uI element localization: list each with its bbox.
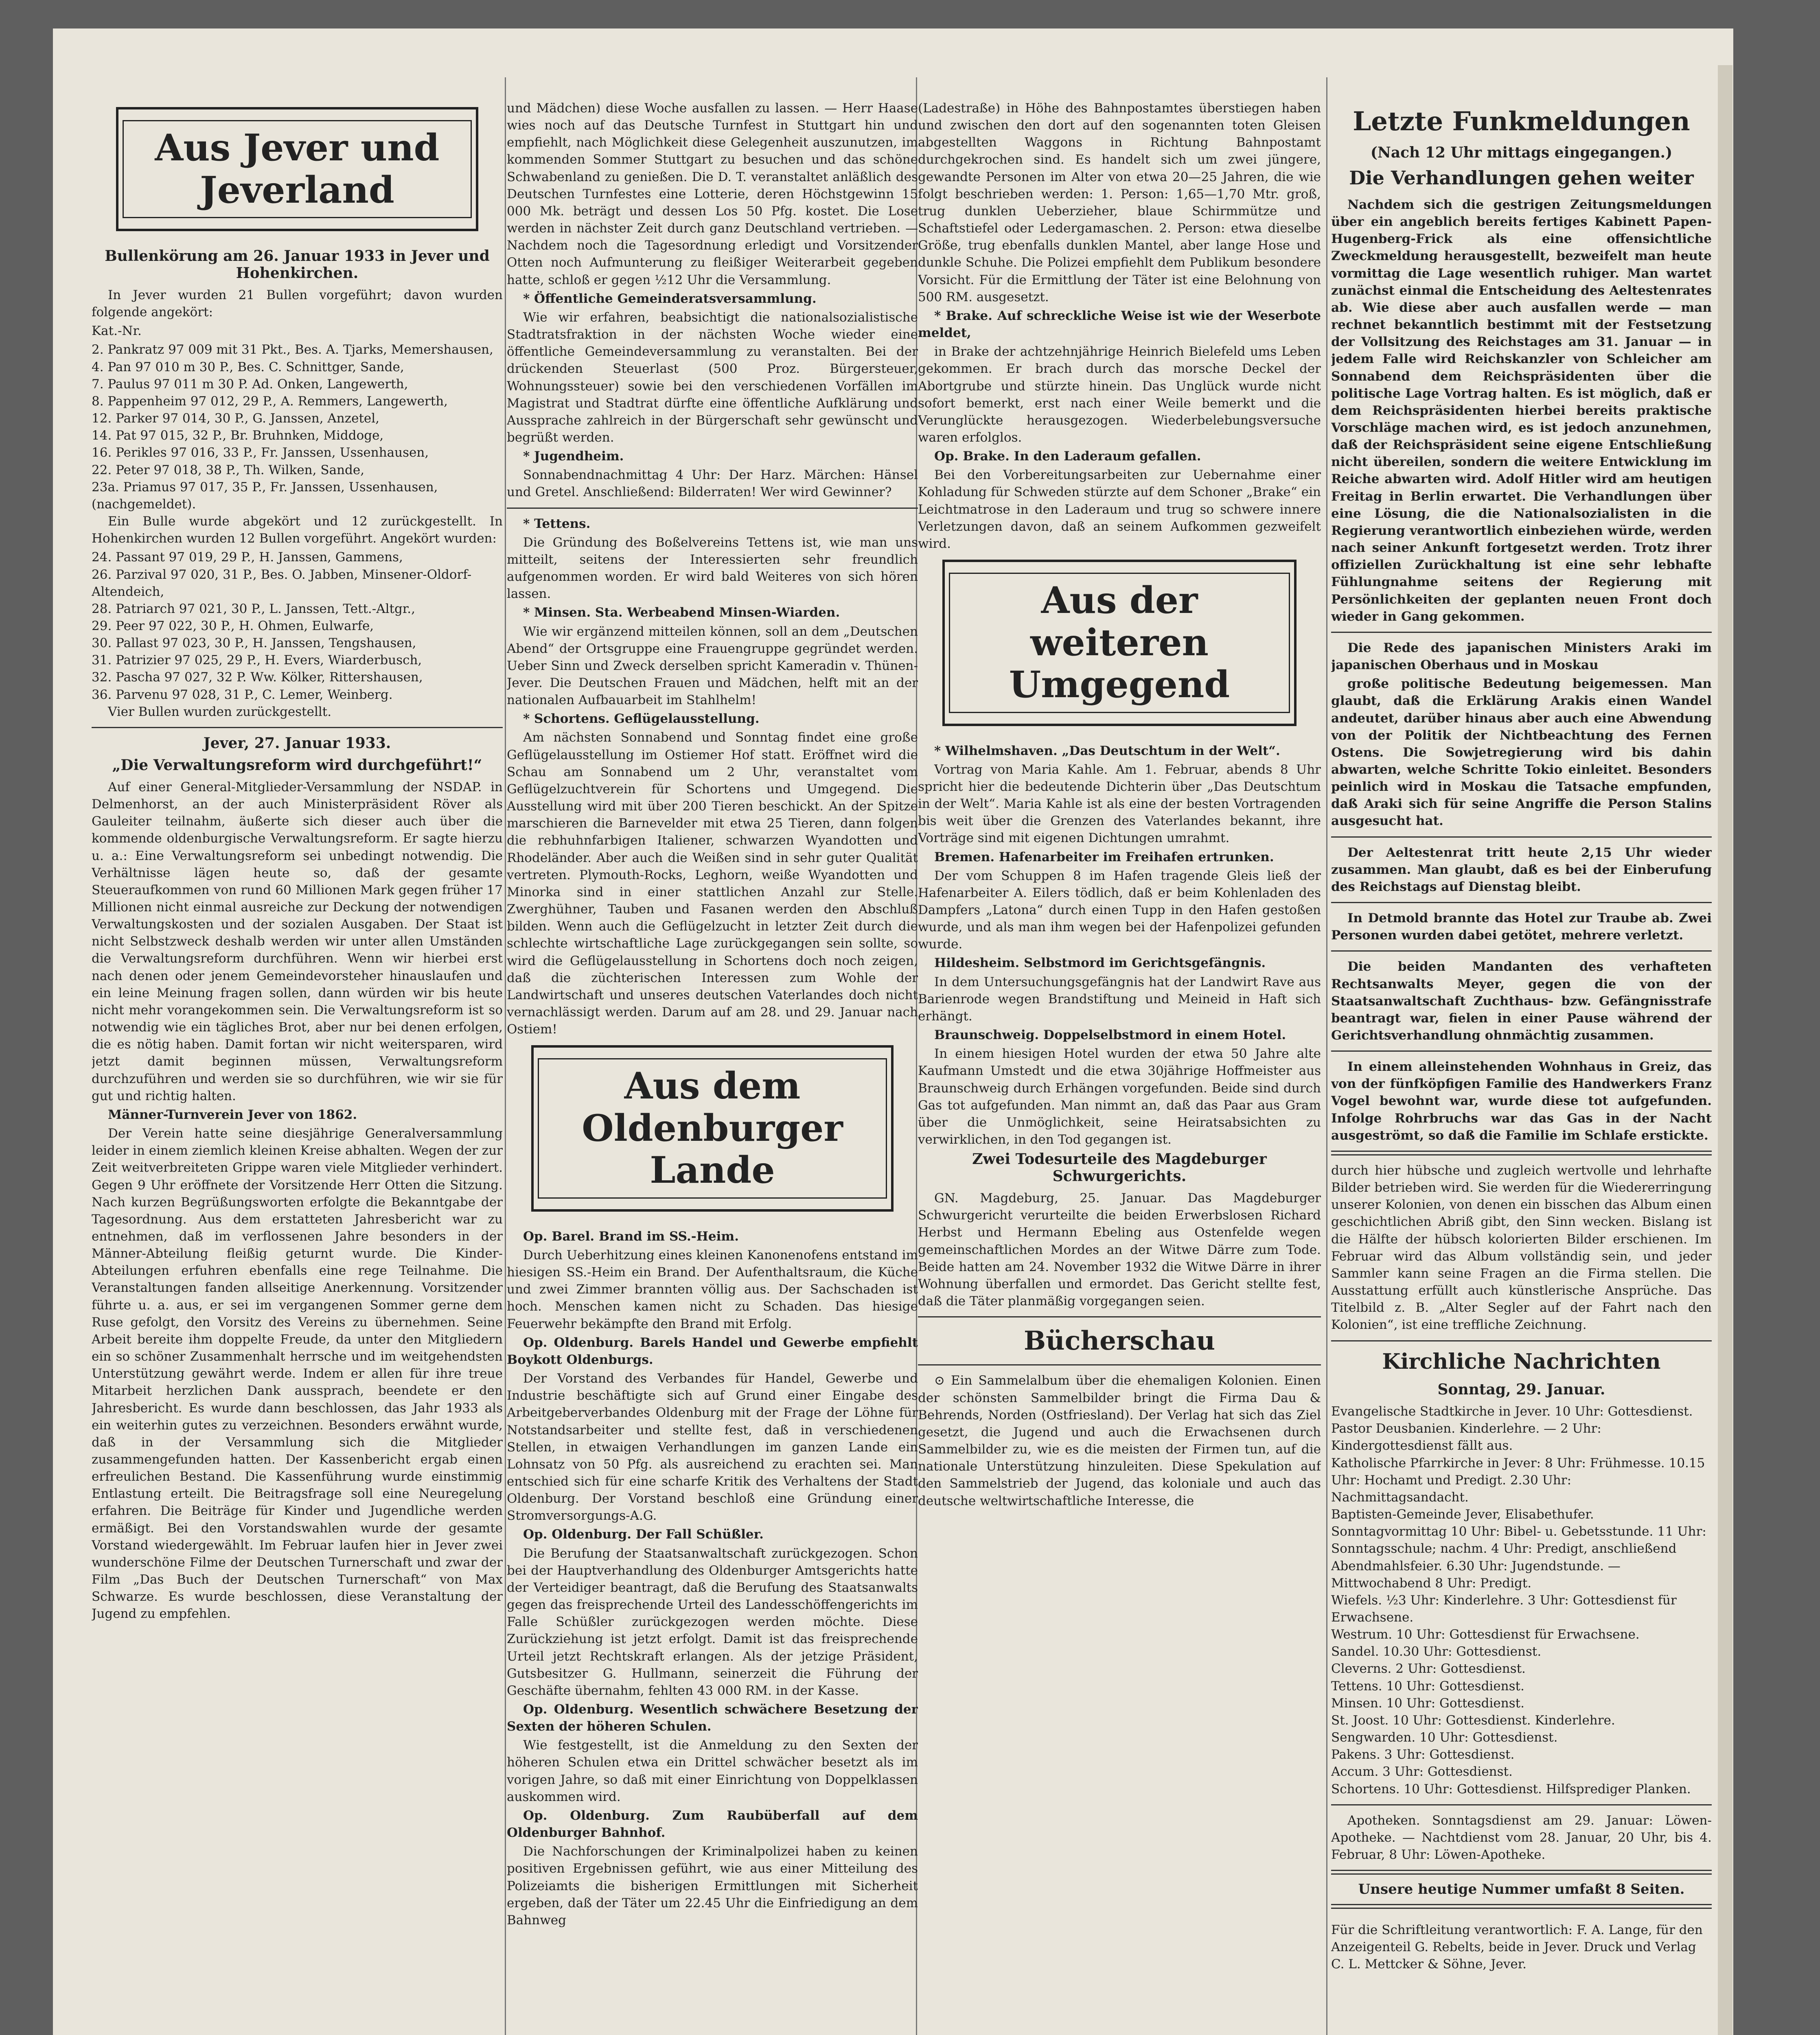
divider (1331, 836, 1712, 838)
auction-note: Ein Bulle wurde abgekört und 12 zurückgestellt. In Hohenkirchen wurden 12 Bullen vorgeführt. Angekört wurden: (92, 514, 503, 546)
news-text: Die beiden Mandanten des verhafteten Rechtsanwalts Meyer, gegen die von der Staatsanwaltschaft Zuchthaus- bzw. Gefängnisstrafe beantragt war, fielen in einer Pause während der Gerichtsverhandlung ohnmächtig zusammen. (1331, 959, 1712, 1043)
list-item: Evangelische Stadtkirche in Jever. 10 Uhr: Gottesdienst. Pastor Deusbanien. Kinderlehre. — 2 Uhr: Kindergottesdienst fällt aus. (1331, 1404, 1693, 1453)
list-item: Schortens. 10 Uhr: Gottesdienst. Hilfsprediger Planken. (1331, 1781, 1691, 1796)
note-title: Op. Oldenburg. Zum Raubüberfall auf dem Oldenburger Bahnhof. (507, 1808, 918, 1840)
list-item: Baptisten-Gemeinde Jever, Elisabethufer. Sonntagvormittag 10 Uhr: Bibel- u. Gebetsstunde. 11 Uhr: Sonntagsschule; nachm. 4 Uhr: Predigt, anschließend Abendmahlsfeier. 6.30 Uhr: Jugendstunde. — Mittwochabend 8 Uhr: Predigt. (1331, 1507, 1706, 1591)
note-text: in Brake der achtzehnjährige Heinrich Bielefeld ums Leben gekommen. Er brach durch das morsche Deckel der Abortgrube und stürzte hinein. Das Unglück wurde nicht sofort bemerkt, erst nach einer Weile bemerkt und die Verunglückte herausgezogen. Wiederbelebungsversuche waren erfolglos. (918, 344, 1321, 445)
note-text: Bei den Vorbereitungsarbeiten zur Uebernahme einer Kohladung für Schweden stürzte auf dem Schoner „Brake“ ein Leichtmatrose in den Laderaum und trug so schwere innere Verletzungen davon, daß an seinem Aufkommen gezweifelt wird. (918, 468, 1321, 551)
news-text: In Detmold brannte das Hotel zur Traube ab. Zwei Personen wurden dabei getötet, mehrere verletzt. (1331, 911, 1712, 943)
note-title: Braunschweig. Doppelselbstmord in einem Hotel. (934, 1028, 1286, 1043)
list-item: 4. Pan 97 010 m 30 P., Bes. C. Schnittger, Sande, (92, 359, 404, 374)
note-text: Die Gründung des Boßelvereins Tettens ist, wie man uns mitteilt, seitens der Interessierten sehr freundlich aufgenommen worden. Er wird bald Weiteres von sich hören lassen. (507, 535, 918, 602)
continued-text: (Ladestraße) in Höhe des Bahnpostamtes überstiegen haben und zwischen den dort auf den sogenannten toten Gleisen abgestellten Waggons in Richtung Bahnpostamt durchgekrochen sind. Es handelt sich um zwei jüngere, gewandte Personen im Alter von etwa 20—25 Jahren, die wie folgt beschrieben werden: 1. Person: 1,65—1,70 Mtr. groß, trug dunklen Ueberzieher, blaue Schirmmütze und Schaftstiefel oder Ledergamaschen. 2. Person: etwa dieselbe Größe, trug ebenfalls dunklen Mantel, aber lange Hose und dunkle Schuhe. Die Polizei empfiehlt dem Publikum besondere Vorsicht. Für die Ermittlung der Täter ist eine Belohnung von 500 RM. ausgesetzt. (918, 101, 1321, 304)
note-text: Die Berufung der Staatsanwaltschaft zurückgezogen. Schon bei der Hauptverhandlung des Oldenburger Amtsgerichts hatte der Verteidiger beantragt, daß die Berufung des Staatsanwalts gegen das freisprechende Urteil des Landesschöffengerichts im Falle Schüßler zurückgezogen werden möchte. Diese Zurückziehung ist jetzt erfolgt. Damit ist das freisprechende Urteil jetzt Rechtskraft erlangen. Als der jetzige Präsident, Gutsbesitzer G. Hullmann, seinerzeit die Führung der Geschäfte übernahm, fehlten 43 000 RM. in der Kasse. (507, 1546, 918, 1698)
note-title: * Wilhelmshaven. „Das Deutschtum in der Welt“. (934, 743, 1280, 758)
note-text: Die Nachforschungen der Kriminalpolizei haben zu keinen positiven Ergebnissen geführt, wie aus einer Mitteilung des Polizeiamts die bisherigen Ermittlungen mit Sicherheit ergeben, daß der Täter um 22.45 Uhr die Einfriedigung an dem Bahnweg (507, 1844, 918, 1928)
note-text: Vortrag von Maria Kahle. Am 1. Februar, abends 8 Uhr spricht hier die bedeutende Dichterin über „Das Deutschtum in der Welt“. Maria Kahle ist als eine der besten Vortragenden bis weit über die Grenzen des Vaterlandes bekannt, ihre Vorträge sind mit eigenen Dichtungen umrahmt. (918, 762, 1321, 846)
auction-end: Vier Bullen wurden zurückgestellt. (108, 704, 332, 719)
pharmacy-note: Apotheken. Sonntagsdienst am 29. Januar: Löwen-Apotheke. — Nachtdienst vom 28. Januar, 20 Uhr, bis 4. Februar, 8 Uhr: Löwen-Apotheke. (1331, 1813, 1712, 1862)
auction-intro: In Jever wurden 21 Bullen vorgeführt; davon wurden folgende angekört: (92, 288, 503, 320)
note-title: * Brake. Auf schreckliche Weise ist wie der Weserbote meldet, (918, 308, 1321, 341)
list-item: Sandel. 10.30 Uhr: Gottesdienst. (1331, 1644, 1542, 1659)
list-item: 14. Pat 97 015, 32 P., Br. Bruhnken, Middoge, (92, 428, 384, 443)
list-item: 12. Parker 97 014, 30 P., G. Janssen, Anzetel, (92, 411, 380, 426)
imprint: Für die Schriftleitung verantwortlich: F. A. Lange, für den Anzeigenteil G. Rebelts, beide in Jever. Druck und Verlag C. L. Mettcker & Söhne, Jever. (1331, 1923, 1703, 1972)
note-text: Durch Ueberhitzung eines kleinen Kanonenofens entstand im hiesigen SS.-Heim ein Brand. Der Aufenthaltsraum, die Küche und zwei Zimmer brannten völlig aus. Der Sachschaden ist hoch. Menschen kamen nicht zu Schaden. Das hiesige Feuerwehr bekämpfte den Brand mit Erfolg. (507, 1247, 918, 1331)
note-title: Op. Oldenburg. Der Fall Schüßler. (523, 1527, 764, 1542)
note-title: Op. Oldenburg. Barels Handel und Gewerbe empfiehlt Boykott Oldenburgs. (507, 1335, 918, 1367)
double-rule (1331, 1151, 1712, 1155)
headline: Die Rede des japanischen Ministers Araki im japanischen Oberhaus und in Moskau (1331, 640, 1712, 673)
note-text: Der Vorstand des Verbandes für Handel, Gewerbe und Industrie beschäftigte sich auf Grund einer Eingabe des Arbeitgeberverbandes Oldenburg mit der Frage der Löhne für Notstandsarbeiter und stellte fest, daß in verschiedenen Stellen, in etwaigen Verhandlungen im ganzen Lande ein Lohnsatz von 50 Pfg. als ausreichend zu erachten sei. Man entschied sich für eine scharfe Kritik des Verhaltens der Stadt Oldenburg. Der Vorstand beschloß eine Gründung einer Stromversorgungs-A.G. (507, 1371, 918, 1523)
column-4 (1331, 100, 1712, 2035)
newspaper-page (53, 28, 1733, 2035)
column-rule (505, 77, 506, 2035)
divider (1331, 1050, 1712, 1052)
news-text: In einem alleinstehenden Wohnhaus in Greiz, das von der fünfköpfigen Familie des Handwerkers Franz Vogel bewohnt war, wurde diese tot aufgefunden. Infolge Rohrbruchs war das Gas in der Nacht ausgeströmt, so daß die Familie im Schlafe erstickte. (1331, 1059, 1712, 1143)
divider (92, 727, 503, 728)
note-text: Am nächsten Sonnabend und Sonntag findet eine große Geflügelausstellung im Ostiemer Hof statt. Eröffnet wird die Schau am Sonnabend um 2 Uhr, veranstaltet vom Geflügelzuchtverein für Schortens und Umgegend. Die Ausstellung wird mit über 200 Tieren beschickt. An der Spitze marschieren die Barnevelder mit etwa 25 Tieren, dann folgen die rebhuhnfarbigen Italiener, schwarzen Wyandotten und Rhodeländer. Aber auch die Weißen sind in sehr guter Qualität vertreten. Plymouth-Rocks, Leghorn, weiße Wyandotten und Minorka sind in einer stattlichen Anzahl zur Stelle. Zwerghühner, Tauben und Fasanen werden den Abschluß bilden. Wenn auch die Geflügelzucht in letzter Zeit durch die schlechte wirtschaftliche Lage zurückgegangen sein sollte, so wird die Geflügelausstellung in Schortens doch noch zeigen, daß die züchterischen Interessen zum Wohle der Landwirtschaft und unseres deutschen Vaterlandes doch nicht vernachlässigt werden. Darum auf am 28. und 29. Januar nach Ostiem! (507, 730, 918, 1037)
date-line: Jever, 27. Januar 1933. (203, 734, 391, 752)
divider (1331, 1340, 1712, 1341)
list-item: Accum. 3 Uhr: Gottesdienst. (1331, 1764, 1513, 1779)
note-title: * Minsen. Sta. Werbeabend Minsen-Wiarden. (523, 605, 840, 620)
continued-text: und Mädchen) diese Woche ausfallen zu lassen. — Herr Haase wies noch auf das Deutsche Turnfest in Stuttgart hin und empfiehlt, nach Möglichkeit diese Gelegenheit auszunutzen, im kommenden Sommer Stuttgart zu besuchen und das schöne Schwabenland zu genießen. Die D. T. veranstaltet anläßlich des Deutschen Turnfestes eine Lotterie, deren Höchstgewinn 15 000 Mk. beträgt und dessen Los 50 Pfg. kostet. Die Lose werden in nächster Zeit durch ganz Deutschland vertrieben. — Nachdem noch die Tagesordnung erledigt und Vorsitzender Otten noch Aufmunterung zu fleißiger Weiterarbeit gegeben hatte, schloß er gegen ½12 Uhr die Versammlung. (507, 101, 918, 287)
auction-list (92, 341, 503, 513)
list-item: 24. Passant 97 019, 29 P., H. Janssen, Gammens, (92, 550, 403, 565)
list-item: 7. Paulus 97 011 m 30 P. Ad. Onken, Langewerth, (92, 376, 408, 392)
books-title: Bücherschau (1023, 1326, 1216, 1357)
list-item: Sengwarden. 10 Uhr: Gottesdienst. (1331, 1730, 1558, 1745)
news-text: Der Aeltestenrat tritt heute 2,15 Uhr wieder zusammen. Man glaubt, daß es bei der Einberufung des Reichstags auf Dienstag bleibt. (1331, 845, 1712, 894)
church-date: Sonntag, 29. Januar. (1437, 1381, 1605, 1398)
latest-news-title: Letzte Funkmeldungen (1353, 106, 1690, 137)
list-item: 31. Patrizier 97 025, 29 P., H. Evers, Wiarderbusch, (92, 653, 422, 668)
note-text: Sonnabendnachmittag 4 Uhr: Der Harz. Märchen: Hänsel und Gretel. Anschließend: Bilderraten! Wer wird Gewinner? (507, 468, 918, 500)
list-item: Katholische Pfarrkirche in Jever: 8 Uhr: Frühmesse. 10.15 Uhr: Hochamt und Predigt. 2.30 Uhr: Nachmittagsandacht. (1331, 1455, 1705, 1505)
auction-heading: Bullenkörung am 26. Januar 1933 in Jever und Hohenkirchen. (105, 247, 490, 282)
auction-col-label: Kat.-Nr. (92, 324, 142, 339)
double-rule (1331, 1870, 1712, 1875)
list-item: 26. Parzival 97 020, 31 P., Bes. O. Jabben, Minsener-Oldorf-Altendeich, (92, 567, 472, 599)
news-text: Nachdem sich die gestrigen Zeitungsmeldungen über ein angeblich bereits fertiges Kabinett Papen-Hugenberg-Frick als eine offensichtliche Zweckmeldung herausgestellt, bezweifelt man heute vormittag die Lage wesentlich ruhiger. Man wartet zunächst einmal die Entscheidung des Aeltestenrates ab. Wie diese aber auch ausfallen werde — man rechnet bekanntlich bestimmt mit der Festsetzung der Vollsitzung des Reichstages am 31. Januar — in jedem Falle wird Reichskanzler von Schleicher am Sonnabend dem Reichspräsidenten über die politische Lage Vortrag halten. Es ist möglich, daß er dem Reichspräsidenten hierbei bereits praktische Vorschläge machen wird, es ist jedoch anzunehmen, daß der Reichspräsident seine eigene Entschließung nicht übereilen, sondern die weitere Entwicklung im Reiche abwarten wird. Adolf Hitler wird am heutigen Freitag in Berlin erwartet. Die Verhandlungen über eine Lösung, die die Nationalsozialisten in die Regierung verantwortlich einbeziehen würde, werden nach seiner Ankunft fortgesetzt werden. Trotz ihrer offiziellen Zurückhaltung ist eine sehr lebhafte Fühlungnahme seitens der Regierung mit Persönlichkeiten der geplanten neuen Front doch wieder in Gang gekommen. (1331, 197, 1712, 624)
continued-text: durch hier hübsche und zugleich wertvolle und lehrhafte Bilder betrieben wird. Sie werden für die Wiedererringung unserer Kolonien, von denen ein bisschen das Album einen geschichtlichen Abriß gibt, den Sinn wecken. Bislang ist die Hälfte der hübsch kolorierten Bilder erschienen. Im Februar wird das Album vollständig sein, und jeder Sammler kann seine Fragen an die Firma stellen. Die Ausstattung erfüllt auch künstlerische Ansprüche. Das Titelbild z. B. „Alter Segler auf der Fahrt nach den Kolonien“, ist eine treffliche Zeichnung. (1331, 1163, 1712, 1333)
note-title: Zwei Todesurteile des Magdeburger Schwurgerichts. (972, 1151, 1267, 1185)
note-title: * Öffentliche Gemeinderatsversammlung. (523, 291, 817, 306)
list-item: 36. Parvenu 97 028, 31 P., C. Lemer, Weinberg. (92, 687, 393, 702)
note-text: Der vom Schuppen 8 im Hafen tragende Gleis ließ der Hafenarbeiter A. Eilers tödlich, daß er beim Kohlenladen des Dampfers „Latona“ durch einen Tupp in den Hafen gestoßen wurde, und als man ihm wegen bei der Hafenpolizei gefunden wurde. (918, 868, 1321, 952)
list-item: 8. Pappenheim 97 012, 29 P., A. Remmers, Langewerth, (92, 394, 448, 409)
page-count-note: Unsere heutige Nummer umfaßt 8 Seiten. (1358, 1881, 1685, 1898)
list-item: 2. Pankratz 97 009 mit 31 Pkt., Bes. A. Tjarks, Memershausen, (92, 342, 493, 357)
divider (1331, 950, 1712, 952)
books-text: ⊙ Ein Sammelalbum über die ehemaligen Kolonien. Einen der schönsten Sammelbilder bringt die Firma Dau & Behrends, Norden (Ostfriesland). Der Verlag hat sich das Ziel gesetzt, die Jugend und auch die Erwachsenen durch Sammelbilder zu, wie es die meisten der Firmen tun, auf die nationale Unterstützung hinzuleiten. Diese Spekulation auf den Sammelstrieb der Jugend, das koloniale und auch das deutsche weltwirtschaftliche Interesse, die (918, 1373, 1321, 1508)
church-title: Kirchliche Nachrichten (1382, 1349, 1661, 1374)
article-text: Der Verein hatte seine diesjährige Generalversammlung leider in einem ziemlich kleinen Kreise abhalten. Wegen der zur Zeit weitverbreiteten Grippe waren viele Mitglieder verhindert. Gegen 9 Uhr eröffnete der Vorsitzende Herr Otten die Sitzung. Nach kurzen Begrüßungsworten erfolgte die Bekanntgabe der Tagesordnung. Aus dem erstatteten Jahresbericht war zu entnehmen, daß im verflossenen Jahre besonders in der Männer-Abteilung fleißig geturnt wurde. Die Kinder-Abteilungen erfuhren ebenfalls eine rege Teilnahme. Die Veranstaltungen fanden allseitige Anerkennung. Vorsitzender führte u. a. aus, er sei im vergangenen Sommer gerne dem Ruse gefolgt, den Vorsitz des Vereins zu übernehmen. Seine Arbeit bereite ihm doppelte Freude, da unter den Mitgliedern ein so schöner Zusammenhalt herrsche und im weitgehendsten Unterstützung gewährt werde. Indem er allen für ihre treue Mitarbeit herzlichen Dank aussprach, beendete er den Jahresbericht. Es wurde dann beschlossen, das Jahr 1933 als ein weiterhin gutes zu verzeichnen. Besonders erwähnt wurde, daß in der Versammlung sich die Mitglieder zusammengefunden hatten. Der Kassenbericht ergab einen erfreulichen Bestand. Die Kassenführung wurde einstimmig Entlastung erteilt. Die Beitragsfrage soll eine Neuregelung erfahren. Die Beiträge für Kinder und Jugendliche werden ermäßigt. Bei den Vorstandswahlen wurde der gesamte Vorstand wiedergewählt. Im Februar laufen hier in Jever zwei wunderschöne Filme der Deutschen Turnerschaft und zwar der Film „Das Buch der Deutschen Turnerschaft“ von Max Schwarze. Es wurde beschlossen, diese Veranstaltung der Jugend zu empfehlen. (92, 1126, 503, 1621)
list-item: Tettens. 10 Uhr: Gottesdienst. (1331, 1678, 1524, 1694)
note-title: Op. Barel. Brand im SS.-Heim. (523, 1229, 739, 1244)
page-edge (1718, 65, 1732, 2035)
list-item: 32. Pascha 97 027, 32 P. Ww. Kölker, Rittershausen, (92, 670, 423, 685)
list-item: 22. Peter 97 018, 38 P., Th. Wilken, Sande, (92, 462, 365, 477)
note-text: In einem hiesigen Hotel wurden der etwa 50 Jahre alte Kaufmann Umstedt und die etwa 30jährige Hoffmeister aus Braunschweig durch Erhängen vorgefunden. Beide sind durch Gas tot aufgefunden. Man nimmt an, daß das Paar aus Gram über die Unmöglichkeit, seine Heiratsabsichten zu verwirklichen, in den Tod gegangen ist. (918, 1046, 1321, 1147)
note-text: Wie wir erfahren, beabsichtigt die nationalsozialistische Stadtratsfraktion in der nächsten Woche wieder eine öffentliche Gemeindeversammlung zu veranstalten. Bei der drückenden Steuerlast (500 Proz. Bürgersteuer, Wohnungssteuer) sowie bei den verschiedenen Vorfällen im Magistrat und Stadtrat dürfte eine öffentliche Aufklärung und Aussprache zahlreich in der Bürgerschaft sehr gewünscht und begrüßt werden. (507, 310, 918, 445)
note-title: Op. Oldenburg. Wesentlich schwächere Besetzung der Sexten der höheren Schulen. (507, 1702, 918, 1734)
list-item: Pakens. 3 Uhr: Gottesdienst. (1331, 1747, 1515, 1762)
list-item: 16. Perikles 97 016, 33 P., Fr. Janssen, Ussenhausen, (92, 445, 429, 460)
section-title: Aus Jever und Jeverland (123, 120, 472, 218)
list-item: Minsen. 10 Uhr: Gottesdienst. (1331, 1696, 1524, 1711)
auction-list-2 (92, 549, 503, 703)
list-item: Westrum. 10 Uhr: Gottesdienst für Erwachsene. (1331, 1627, 1640, 1642)
column-rule (1326, 77, 1327, 2035)
section-header-umgegend (942, 560, 1297, 726)
double-rule (1331, 1904, 1712, 1909)
divider (1331, 1804, 1712, 1805)
list-item: St. Joost. 10 Uhr: Gottesdienst. Kinderlehre. (1331, 1713, 1615, 1728)
column-1 (92, 100, 503, 2035)
latest-news-subtitle: (Nach 12 Uhr mittags eingegangen.) (1370, 144, 1673, 162)
article-text: Auf einer General-Mitglieder-Versammlung der NSDAP. in Delmenhorst, an der auch Ministerpräsident Röver als Gauleiter teilnahm, äußerte sich dieser auch über die kommende oldenburgische Verwaltungsreform. Er sagte hierzu u. a.: Eine Verwaltungsreform sei unbedingt notwendig. Die Verhältnisse lägen heute so, daß der gesamte Steueraufkommen von rund 60 Millionen Mark gegen früher 17 Millionen nicht einmal ausreiche zur Deckung der notwendigen Verwaltungskosten und der sozialen Ausgaben. Der Staat ist nicht Selbstzweck deshalb werden wir unter allen Umständen die Verwaltungsreform durchführen. Wenn wir hierbei erst nach denen oder jenem Gemeindevorsteher hinauslaufen und ein leine Meinung fragen sollen, dann würden wir bis heute nicht mehr vorangekommen sein. Die Verwaltungsreform ist so notwendig wie ein tägliches Brot, aber nur bei denen erfolgen, die es nötig haben. Damit fortan wir nicht weitersparen, wird jetzt damit beginnen müssen, Verwaltungsreform durchzuführen und werden sie so durchführen, wie wir sie für gut und richtig halten. (92, 779, 503, 1103)
divider (507, 508, 918, 509)
divider (1331, 902, 1712, 903)
news-text: große politische Bedeutung beigemessen. Man glaubt, daß die Erklärung Arakis einen Wandel andeutet, darüber hinaus aber auch eine Abwendung von der Politik der Nichtbeachtung des Fernen Ostens. Die Sowjetregierung wird bis dahin abwarten, welche Schritte Tokio einleitet. Besonders peinlich wird in Moskau die Tatsache empfunden, daß Araki sich für seine Angriffe die Person Stalins ausgesucht hat. (1331, 676, 1712, 829)
note-text: Wie festgestellt, ist die Anmeldung zu den Sexten der höheren Schulen etwa ein Drittel schwächer besetzt als im vorigen Jahre, so daß mit einer Einrichtung von Doppelklassen auskommen wird. (507, 1738, 918, 1804)
section-title: Aus der weiteren Umgegend (949, 573, 1290, 713)
note-title: Bremen. Hafenarbeiter im Freihafen ertrunken. (934, 849, 1274, 864)
section-header-oldenburg (531, 1045, 894, 1212)
divider (918, 1316, 1321, 1317)
article-title: Männer-Turnverein Jever von 1862. (108, 1107, 357, 1122)
list-item: 23a. Priamus 97 017, 35 P., Fr. Janssen, Ussenhausen, (nachgemeldet). (92, 479, 438, 512)
note-title: * Schortens. Geflügelausstellung. (523, 711, 760, 726)
list-item: 30. Pallast 97 023, 30 P., H. Janssen, Tengshausen, (92, 636, 416, 651)
headline: Die Verhandlungen gehen weiter (1349, 167, 1694, 189)
list-item: Cleverns. 2 Uhr: Gottesdienst. (1331, 1661, 1526, 1676)
list-item: Wiefels. ½3 Uhr: Kinderlehre. 3 Uhr: Gottesdienst für Erwachsene. (1331, 1593, 1677, 1625)
list-item: 28. Patriarch 97 021, 30 P., L. Janssen, Tett.-Altgr., (92, 601, 415, 616)
divider (918, 1364, 1321, 1365)
note-title: * Tettens. (523, 516, 591, 531)
note-text: Wie wir ergänzend mitteilen können, soll an dem „Deutschen Abend“ der Ortsgruppe eine Frauengruppe gegründet werden. Ueber Sinn und Zweck derselben spricht Kameradin v. Thünen-Jever. Die Deutschen Frauen und Mädchen, helft mit an der nationalen Aufbauarbeit im Stahlhelm! (507, 624, 918, 708)
divider (1331, 632, 1712, 633)
church-list (1331, 1403, 1712, 1798)
list-item: 29. Peer 97 022, 30 P., H. Ohmen, Eulwarfe, (92, 618, 374, 633)
section-title: Aus dem Oldenburger Lande (538, 1058, 887, 1199)
note-title: * Jugendheim. (523, 449, 624, 464)
note-title: Op. Brake. In den Laderaum gefallen. (934, 449, 1201, 464)
note-text: GN. Magdeburg, 25. Januar. Das Magdeburger Schwurgericht verurteilte die beiden Erwerbslosen Richard Herbst und Hermann Ebeling aus Ostenfelde wegen gemeinschaftlichen Mordes an der Witwe Därre zum Tode. Beide hatten am 24. November 1932 die Witwe Därre in ihrer Wohnung überfallen und ermordet. Das Gericht stellte fest, daß die Täter planmäßig vorgegangen seien. (918, 1191, 1321, 1309)
note-text: In dem Untersuchungsgefängnis hat der Landwirt Rave aus Barienrode wegen Brandstiftung und Meineid in Haft sich erhängt. (918, 974, 1321, 1024)
note-title: Hildesheim. Selbstmord im Gerichtsgefängnis. (934, 956, 1266, 971)
column-3 (918, 100, 1321, 2035)
section-header-jever (116, 107, 478, 231)
column-2 (507, 100, 918, 2035)
article-title: „Die Verwaltungsreform wird durchgeführt!“ (112, 756, 482, 774)
